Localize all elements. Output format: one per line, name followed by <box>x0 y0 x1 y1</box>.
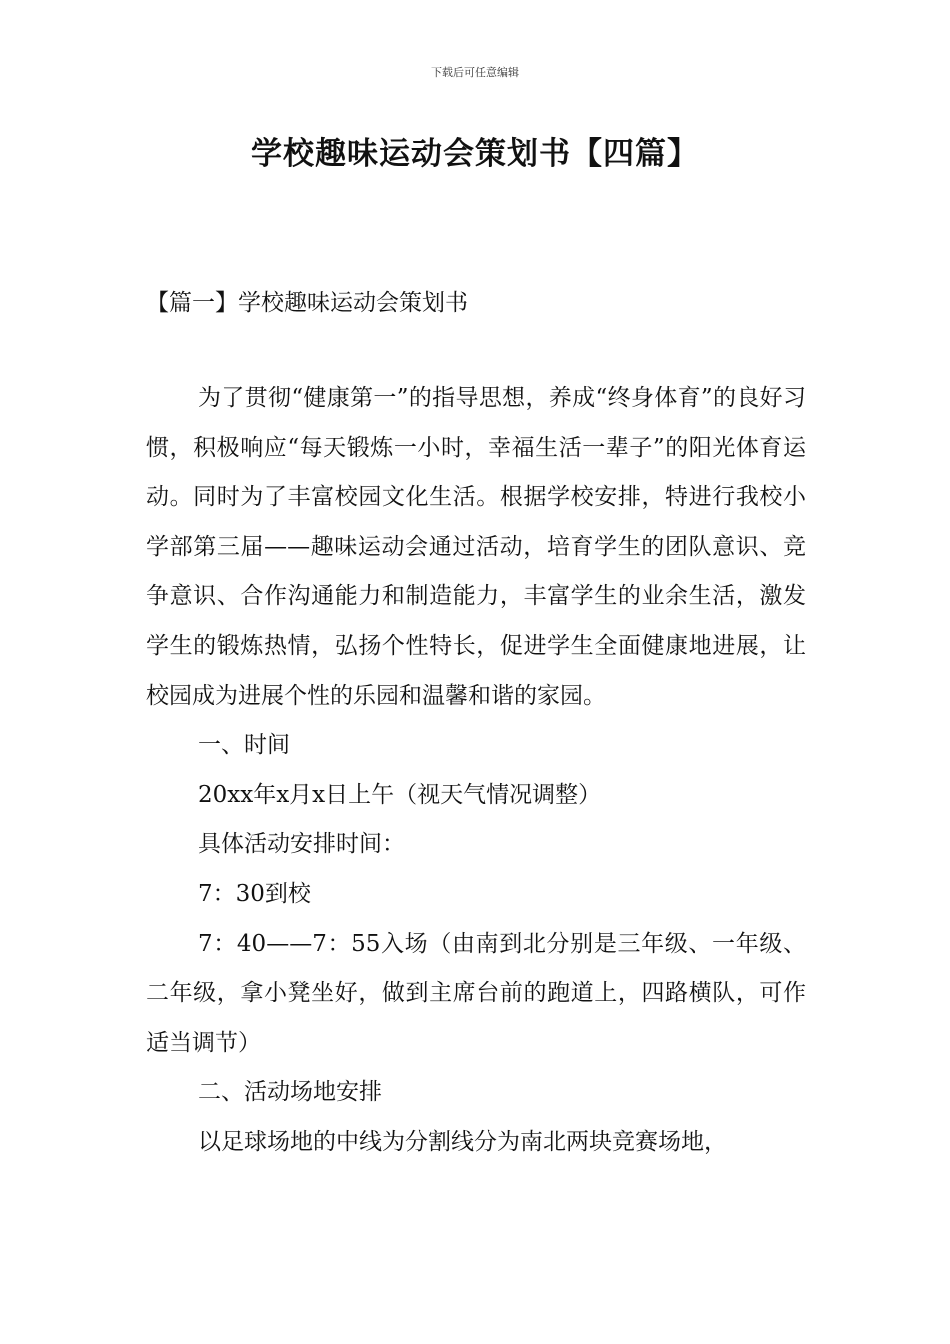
paragraph-venue-heading: 二、活动场地安排 <box>198 1079 382 1106</box>
document-body <box>146 374 806 1168</box>
document-title: 学校趣味运动会策划书【四篇】 <box>251 136 699 172</box>
paragraph-time-heading: 一、时间 <box>198 732 290 759</box>
header-note: 下载后可任意编辑 <box>431 66 519 79</box>
paragraph-entrance: 7：40——7：55入场（由南到北分别是三年级、一年级、二年级，拿小凳坐好，做到主席台前的跑道上，四路横队，可作适当调节） <box>146 930 806 1056</box>
paragraph-venue: 以足球场地的中线为分割线分为南北两块竞赛场地， <box>198 1128 727 1155</box>
section-heading: 【篇一】学校趣味运动会策划书 <box>146 290 468 316</box>
paragraph-date: 20xx年x月x日上午（视天气情况调整） <box>198 781 602 808</box>
paragraph-arrival: 7：30到校 <box>198 880 311 907</box>
paragraph-intro: 为了贯彻“健康第一”的指导思想，养成“终身体育”的良好习惯，积极响应“每天锻炼一小时，幸福生活一辈子”的阳光体育运动。同时为了丰富校园文化生活。根据学校安排，特进行我校小学部第三届——趣味运动会通过活动，培育学生的团队意识、竞争意识、合作沟通能力和制造能力，丰富学生的业余生活，激发学生的锻炼热情，弘扬个性特长，促进学生全面健康地进展，让校园成为进展个性的乐园和温馨和谐的家园。 <box>146 385 806 709</box>
paragraph-schedule-label: 具体活动安排时间： <box>198 831 405 858</box>
